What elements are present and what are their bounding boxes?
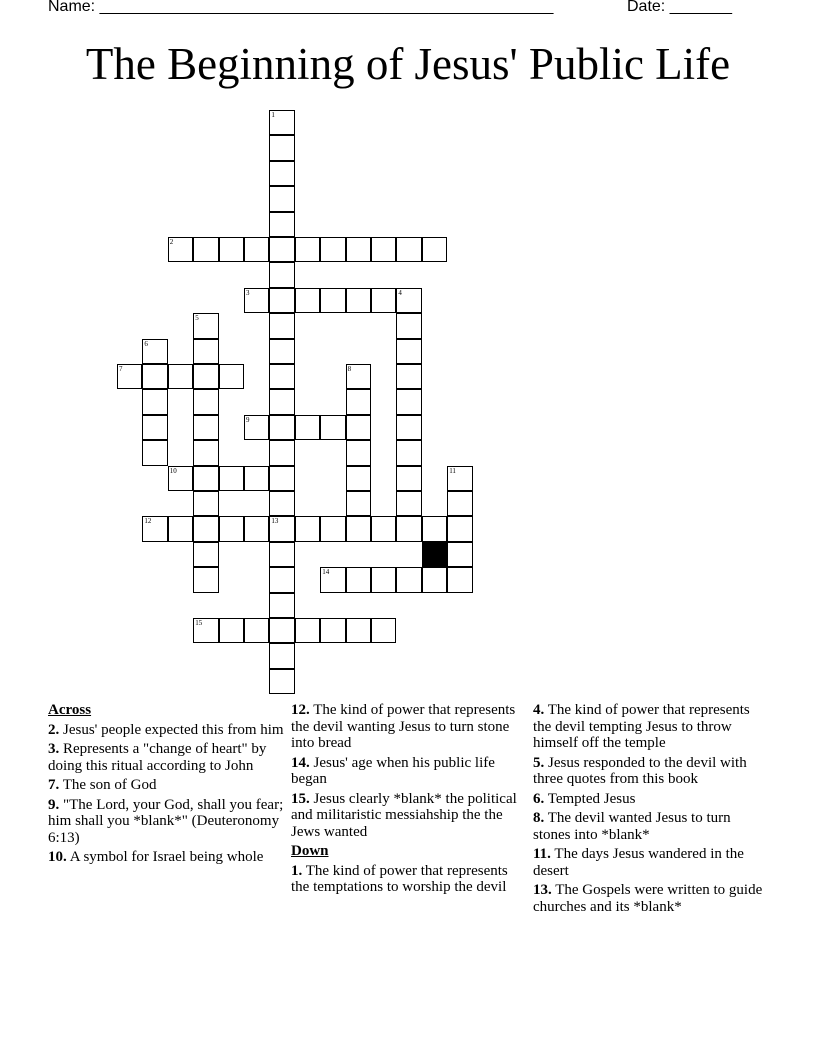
cell-number: 5 — [195, 314, 199, 323]
clue-number: 9. — [48, 796, 60, 813]
clues-column-1 — [48, 702, 284, 869]
grid-cell[interactable] — [422, 567, 447, 592]
clue-number: 1. — [291, 862, 303, 879]
grid-cell[interactable] — [168, 237, 193, 262]
grid-cell[interactable] — [244, 237, 269, 262]
grid-cell[interactable] — [295, 618, 320, 643]
grid-cell[interactable] — [117, 364, 142, 389]
grid-cell[interactable] — [447, 542, 472, 567]
clue-down-8 — [533, 810, 769, 843]
grid-cell[interactable] — [320, 618, 345, 643]
clue-down-4 — [533, 702, 769, 752]
grid-cell[interactable] — [269, 389, 294, 414]
grid-cell[interactable] — [269, 516, 294, 541]
grid-cell[interactable] — [269, 491, 294, 516]
clue-down-1 — [291, 863, 527, 896]
clue-number: 12. — [291, 702, 310, 718]
grid-cell[interactable] — [244, 415, 269, 440]
cell-number: 15 — [195, 619, 203, 627]
grid-cell[interactable] — [269, 262, 294, 287]
grid-cell[interactable] — [396, 466, 421, 491]
grid-cell[interactable] — [346, 618, 371, 643]
grid-cell[interactable] — [320, 237, 345, 262]
grid-cell[interactable] — [295, 237, 320, 262]
clue-number: 5. — [533, 754, 545, 771]
clue-number: 15. — [291, 790, 310, 807]
clue-text: The Gospels were written to guide churches and its *blank* — [533, 882, 763, 915]
grid-cell[interactable] — [396, 516, 421, 541]
grid-cell[interactable] — [396, 288, 421, 313]
grid-cell[interactable] — [269, 364, 294, 389]
clue-across-2 — [48, 722, 284, 739]
clue-across-15 — [291, 791, 527, 841]
grid-cell[interactable] — [295, 288, 320, 313]
grid-cell[interactable] — [142, 415, 167, 440]
grid-cell[interactable] — [371, 516, 396, 541]
clue-text: The kind of power that represents the devil wanting Jesus to turn stone into bread — [291, 702, 516, 751]
clue-down-11 — [533, 846, 769, 879]
cell-number: 8 — [347, 365, 352, 373]
grid-cell[interactable] — [168, 364, 193, 389]
grid-cell[interactable] — [447, 567, 472, 592]
clues-column-2 — [291, 702, 527, 899]
grid-cell[interactable] — [219, 364, 244, 389]
clue-across-9 — [48, 797, 284, 847]
grid-cell[interactable] — [142, 339, 167, 364]
grid-cell[interactable] — [219, 516, 244, 541]
grid-cell[interactable] — [193, 618, 218, 643]
grid-cell[interactable] — [219, 237, 244, 262]
grid-cell[interactable] — [346, 237, 371, 262]
clue-number: 14. — [291, 754, 310, 771]
clue-text: Jesus responded to the devil with three quotes from this book — [533, 754, 747, 787]
name-field[interactable]: Name: ___________________________________________________ — [48, 0, 554, 15]
grid-cell[interactable] — [396, 313, 421, 338]
cell-number: 14 — [322, 568, 330, 577]
grid-cell[interactable] — [396, 415, 421, 440]
grid-cell[interactable] — [142, 516, 167, 541]
grid-cell[interactable] — [447, 516, 472, 541]
clue-text: Jesus' people expected this from him — [63, 721, 284, 738]
grid-cell[interactable] — [269, 186, 294, 211]
page-title: The Beginning of Jesus' Public Life — [85, 39, 731, 89]
grid-cell[interactable] — [371, 288, 396, 313]
cell-number: 11 — [449, 466, 456, 475]
clue-text: The kind of power that represents the temptations to worship the devil — [291, 862, 508, 895]
clues-column-3 — [533, 702, 769, 918]
clue-number: 7. — [48, 777, 60, 793]
clue-text: The days Jesus wandered in the desert — [533, 846, 744, 879]
clue-text: A symbol for Israel being whole — [69, 849, 264, 865]
grid-cell[interactable] — [269, 567, 294, 592]
grid-cell[interactable] — [320, 567, 345, 592]
grid-cell[interactable] — [244, 516, 269, 541]
grid-cell[interactable] — [269, 542, 294, 567]
grid-cell[interactable] — [168, 466, 193, 491]
grid-cell[interactable] — [193, 491, 218, 516]
grid-cell[interactable] — [422, 237, 447, 262]
grid-cell[interactable] — [447, 466, 472, 491]
grid-cell[interactable] — [244, 288, 269, 313]
grid-cell[interactable] — [346, 567, 371, 592]
grid-cell[interactable] — [447, 491, 472, 516]
grid-cell[interactable] — [193, 237, 218, 262]
grid-cell[interactable] — [142, 440, 167, 465]
clue-number: 4. — [533, 702, 545, 718]
cell-number: 2 — [169, 238, 174, 246]
grid-cell[interactable] — [269, 618, 294, 643]
clue-across-3 — [48, 741, 284, 774]
clue-across-10 — [48, 849, 284, 866]
cell-number: 10 — [169, 466, 177, 475]
grid-cell[interactable] — [193, 364, 218, 389]
cell-number: 4 — [398, 288, 402, 297]
clue-text: Jesus clearly *blank* the political and militaristic messiahship the the Jews wanted — [291, 790, 517, 840]
grid-cell[interactable] — [269, 415, 294, 440]
clue-down-6 — [533, 791, 769, 808]
cell-number: 13 — [271, 517, 279, 526]
date-field[interactable]: Date: _______ — [627, 0, 732, 15]
grid-cell[interactable] — [193, 516, 218, 541]
clue-across-12 — [291, 702, 527, 752]
grid-cell[interactable] — [320, 415, 345, 440]
grid-cell[interactable] — [396, 237, 421, 262]
grid-cell[interactable] — [269, 288, 294, 313]
across-heading: Across — [48, 702, 92, 718]
grid-cell[interactable] — [193, 415, 218, 440]
grid-cell[interactable] — [320, 516, 345, 541]
grid-cell[interactable] — [193, 466, 218, 491]
clue-text: Jesus' age when his public life began — [291, 754, 495, 787]
grid-cell[interactable] — [269, 135, 294, 160]
grid-cell[interactable] — [371, 237, 396, 262]
grid-cell[interactable] — [422, 516, 447, 541]
grid-cell[interactable] — [346, 491, 371, 516]
grid-cell[interactable] — [269, 110, 294, 135]
cell-number: 7 — [119, 365, 123, 373]
clue-across-14 — [291, 755, 527, 788]
clue-text: "The Lord, your God, shall you fear; him shall you *blank*" (Deuteronomy 6:13) — [48, 796, 284, 846]
grid-cell[interactable] — [396, 364, 421, 389]
grid-cell[interactable] — [269, 161, 294, 186]
cell-number: 12 — [144, 517, 152, 526]
grid-cell[interactable] — [346, 466, 371, 491]
grid-cell[interactable] — [269, 643, 294, 668]
grid-cell[interactable] — [320, 288, 345, 313]
clue-number: 10. — [48, 849, 67, 865]
grid-cell[interactable] — [193, 389, 218, 414]
grid-cell[interactable] — [269, 440, 294, 465]
grid-cell[interactable] — [269, 593, 294, 618]
grid-cell[interactable] — [219, 618, 244, 643]
clue-number: 11. — [533, 846, 551, 862]
grid-cell[interactable] — [142, 364, 167, 389]
cell-number: 1 — [271, 111, 275, 119]
grid-cell[interactable] — [295, 516, 320, 541]
grid-cell[interactable] — [396, 567, 421, 592]
grid-cell[interactable] — [193, 313, 218, 338]
grid-cell[interactable] — [346, 364, 371, 389]
grid-cell[interactable] — [269, 466, 294, 491]
cell-number: 6 — [144, 339, 148, 348]
clue-number: 3. — [48, 741, 60, 757]
grid-cell[interactable] — [346, 389, 371, 414]
cell-number: 9 — [246, 415, 250, 424]
clue-number: 13. — [533, 882, 552, 898]
clue-text: Represents a "change of heart" by doing this ritual according to John — [48, 741, 267, 774]
grid-cell[interactable] — [269, 339, 294, 364]
grid-cell[interactable] — [168, 516, 193, 541]
grid-cell[interactable] — [396, 491, 421, 516]
grid-cell[interactable] — [244, 466, 269, 491]
grid-cell[interactable] — [269, 212, 294, 237]
clue-down-5 — [533, 755, 769, 788]
grid-cell[interactable] — [371, 567, 396, 592]
grid-cell[interactable] — [142, 389, 167, 414]
grid-cell[interactable] — [269, 313, 294, 338]
grid-cell[interactable] — [396, 389, 421, 414]
grid-cell[interactable] — [193, 440, 218, 465]
grid-cell[interactable] — [371, 618, 396, 643]
clue-text: The devil wanted Jesus to turn stones into *blank* — [533, 810, 731, 843]
clue-text: The son of God — [62, 777, 157, 793]
grid-cell[interactable] — [244, 618, 269, 643]
grid-cell[interactable] — [396, 339, 421, 364]
clue-number: 8. — [533, 810, 545, 826]
clue-down-13 — [533, 882, 769, 915]
grid-cell[interactable] — [295, 415, 320, 440]
clue-number: 6. — [533, 790, 545, 807]
clue-across-7 — [48, 777, 284, 794]
grid-cell[interactable] — [193, 567, 218, 592]
black-cell — [422, 542, 447, 567]
grid-cell[interactable] — [269, 669, 294, 694]
grid-cell[interactable] — [346, 516, 371, 541]
grid-cell[interactable] — [269, 237, 294, 262]
clue-number: 2. — [48, 721, 60, 738]
grid-cell[interactable] — [346, 415, 371, 440]
clue-text: The kind of power that represents the devil tempting Jesus to throw himself off the temple — [533, 702, 750, 751]
clue-text: Tempted Jesus — [547, 790, 636, 807]
grid-cell[interactable] — [346, 288, 371, 313]
grid-cell[interactable] — [219, 466, 244, 491]
grid-cell[interactable] — [193, 542, 218, 567]
grid-cell[interactable] — [396, 440, 421, 465]
grid-cell[interactable] — [346, 440, 371, 465]
down-heading: Down — [291, 843, 329, 859]
grid-cell[interactable] — [193, 339, 218, 364]
cell-number: 3 — [246, 288, 250, 297]
